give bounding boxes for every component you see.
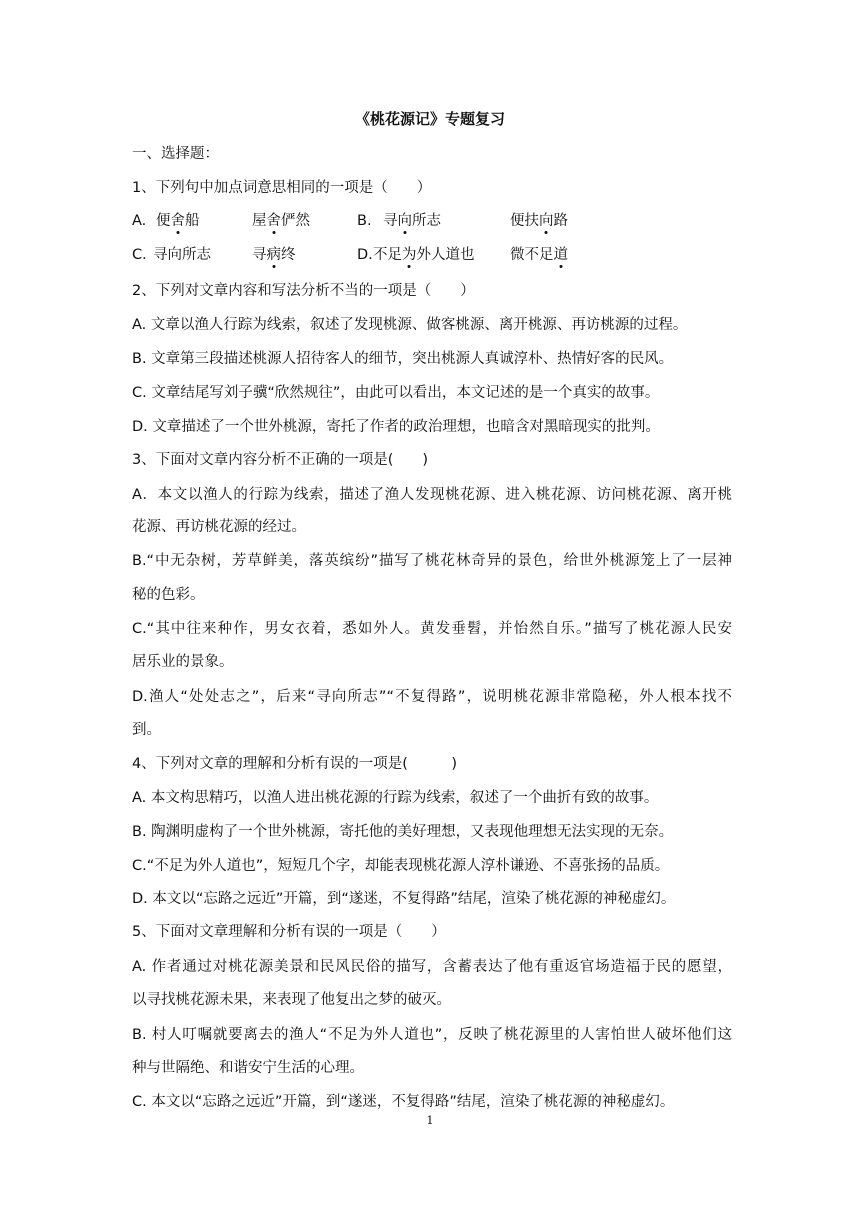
q3-option-a-line-1: A．本文以渔人的行踪为线索，描述了渔人发现桃花源、进入桃花源、访问桃花源、离开桃: [132, 487, 732, 503]
q1-option-c-phrase-2: [252, 245, 296, 265]
q1-option-c-phrase-1: 寻向所志: [153, 247, 211, 263]
q5-option-a-line-2: 以寻找桃花源未果，来表现了他复出之梦的破灭。: [132, 992, 451, 1008]
q4-option-b: B. 陶渊明虚构了一个世外桃源，寄托他的美好理想，又表现他理想无法实现的无奈。: [132, 824, 674, 840]
q5-option-a-line-1: A. 作者通过对桃花源美景和民风民俗的描写，含蓄表达了他有重返官场造福于民的愿望，: [132, 959, 732, 975]
q4-option-a: A. 本文构思精巧，以渔人进出桃花源的行踪为线索，叙述了一个曲折有致的故事。: [132, 790, 659, 806]
q1-option-d-phrase-1: [373, 245, 475, 265]
q1-b1-dotted-char: 向: [397, 213, 412, 229]
q3-option-b-line-2: 秘的色彩。: [132, 587, 205, 603]
page-number: 1: [426, 1114, 434, 1127]
q1-c2-post: 终: [281, 247, 296, 263]
q1-c2-pre: 寻: [252, 247, 267, 263]
q1-option-c-label: C．: [132, 247, 157, 263]
q3-option-b-line-1: B.“中无杂树，芳草鲜美，落英缤纷”描写了桃花林奇异的景色，给世外桃源笼上了一层神: [132, 553, 732, 569]
q1-b1-post: 所志: [412, 213, 441, 229]
q3-option-d-line-2: 到。: [132, 722, 161, 738]
q1-b2-post: 路: [553, 213, 568, 229]
q1-a2-post: 俨然: [281, 213, 310, 229]
page-title: 《桃花源记》专题复习: [354, 110, 505, 128]
q1-b2-dotted-char: 向: [539, 213, 554, 229]
q2-option-a: A. 文章以渔人行踪为线索，叙述了发现桃源、做客桃源、离开桃源、再访桃源的过程。: [132, 317, 688, 333]
q2-option-b: B. 文章第三段描述桃源人招待客人的细节，突出桃源人真诚淳朴、热情好客的民风。: [132, 351, 674, 367]
question-3-stem: 3、下面对文章内容分析不正确的一项是( ): [132, 452, 429, 468]
q1-option-d-label: D.: [357, 247, 373, 263]
q1-d1-post: 外人道也: [416, 247, 475, 263]
q5-option-c: C. 本文以“忘路之远近”开篇，到“遂迷，不复得路”结尾，渲染了桃花源的神秘虚幻。: [132, 1094, 675, 1110]
q1-b1-pre: 寻: [383, 213, 398, 229]
q1-option-d-phrase-2: [510, 245, 568, 265]
q1-d2-pre: 微不足: [510, 247, 554, 263]
q1-a1-pre: 便: [156, 213, 171, 229]
q3-option-d-line-1: D.渔人“处处志之”，后来“寻向所志”“不复得路”，说明桃花源非常隐秘，外人根本找不: [132, 689, 732, 705]
q1-option-b-phrase-2: [510, 211, 568, 231]
q1-d2-dotted-char: 道: [553, 247, 568, 263]
question-2-stem: 2、下列对文章内容和写法分析不当的一项是（ ）: [132, 283, 475, 299]
q4-option-d: D. 本文以“忘路之远近”开篇，到“遂迷，不复得路”结尾，渲染了桃花源的神秘虚幻。: [132, 891, 676, 907]
q2-option-c: C. 文章结尾写刘子骥“欣然规往”，由此可以看出，本文记述的是一个真实的故事。: [132, 385, 660, 401]
q1-b2-pre: 便扶: [510, 213, 539, 229]
q5-option-b-line-2: 种与世隔绝、和谐安宁生活的心理。: [132, 1060, 364, 1076]
q1-a2-pre: 屋: [252, 213, 267, 229]
section-heading: 一、选择题：: [132, 146, 219, 162]
q1-option-a-phrase-2: [252, 211, 310, 231]
q1-a1-dotted-char: 舍: [170, 213, 185, 229]
q1-option-b-label: B.: [357, 213, 372, 229]
question-5-stem: 5、下面对文章理解和分析有误的一项是（ ）: [132, 924, 446, 940]
q1-c2-dotted-char: 病: [266, 247, 281, 263]
question-4-stem: 4、下列对文章的理解和分析有误的一项是( ): [132, 756, 458, 772]
q2-option-d: D. 文章描述了一个世外桃源，寄托了作者的政治理想，也暗含对黑暗现实的批判。: [132, 419, 660, 435]
q1-a1-post: 船: [185, 213, 200, 229]
q1-option-a-phrase-1: [156, 211, 200, 231]
q1-option-b-phrase-1: [383, 211, 441, 231]
q3-option-c-line-1: C.“其中往来种作，男女衣着，悉如外人。黄发垂髫，并怡然自乐。”描写了桃花源人民安: [132, 621, 732, 637]
q4-option-c: C.“不足为外人道也”，短短几个字，却能表现桃花源人淳朴谦逊、不喜张扬的品质。: [132, 858, 670, 874]
q1-option-a-label: A.: [132, 213, 147, 229]
q3-option-c-line-2: 居乐业的景象。: [132, 654, 234, 670]
q5-option-b-line-1: B. 村人叮嘱就要离去的渔人“不足为外人道也”，反映了桃花源里的人害怕世人破坏他们这: [132, 1027, 732, 1043]
q1-a2-dotted-char: 舍: [266, 213, 281, 229]
q3-option-a-line-2: 花源、再访桃花源的经过。: [132, 519, 306, 535]
q1-d1-pre: 不足: [373, 247, 402, 263]
question-1-stem: 1、下列句中加点词意思相同的一项是（ ）: [132, 180, 432, 196]
q1-d1-dotted-char: 为: [402, 247, 417, 263]
